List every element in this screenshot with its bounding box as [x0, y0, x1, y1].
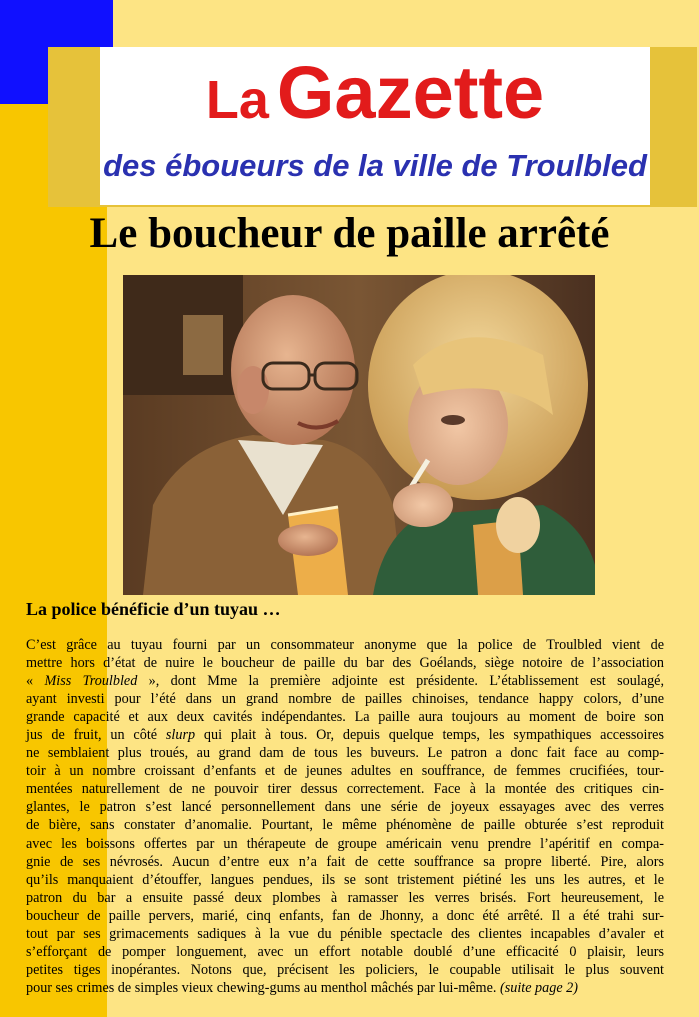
- article-body-line: s’efforçant de pomper longuement, avec un effort notable doublé d’une efficacité 0 plaisir, leurs: [26, 943, 664, 960]
- article-body: [26, 636, 664, 997]
- article-body-line: toir à un nombre croissant d’enfants et de jeunes adultes en souffrance, de femmes crucifiées, tour-: [26, 763, 664, 780]
- article-body-line: [26, 979, 664, 997]
- masthead-title-gazette: Gazette: [276, 51, 545, 134]
- article-lead: La police bénéficie d’un tuyau …: [26, 599, 281, 619]
- masthead-title-la: La: [205, 70, 269, 130]
- article-headline: Le boucheur de paille arrêté: [89, 210, 610, 257]
- article-body-text: », dont Mme la première adjointe est présidente. L’établissement est soulagé,: [137, 673, 665, 690]
- article-body-line: patron du bar a ensuite passé deux plombes à ramasser les verres brisés. Fort heureusement, le: [26, 889, 664, 906]
- article-body-emphasis: Miss Troulbled: [44, 673, 138, 690]
- article-body-line: mettre hors d’état de nuire le boucheur de paille du bar des Goélands, siège notoire de l’association: [26, 655, 664, 672]
- photo-couple-drinking-straws-icon: [123, 275, 595, 595]
- article-body-line: avec les boissons offertes par un thérapeute de groupe américain venu prendre l’apéritif en compa-: [26, 835, 664, 852]
- article-body-line: tout par ses grimacements sadiques à la vue du pénible spectacle des clientes incapables d’avaler et: [26, 925, 664, 942]
- article-body-text: pour ses crimes de simples vieux chewing-gums au menthol mâchés par lui-même.: [26, 979, 500, 996]
- masthead-title: [100, 51, 650, 134]
- article-body-line: boucheur de paille pervers, marié, cinq enfants, fan de Jhonny, a donc été arrêté. Il a été trahi sur-: [26, 907, 664, 924]
- article-photo: [123, 275, 595, 595]
- article-body-text: qui plait à tous. Or, depuis quelque temps, les sympathiques accessoires: [195, 727, 664, 744]
- article-body-line: ayant investi pour l’été dans un grand nombre de pailles chinoises, tendance happy colors, d’une: [26, 691, 664, 708]
- article-body-line: qu’ils manquaient d’étouffer, langues pendues, ils se sont tristement piétiné les uns les autres, et le: [26, 871, 664, 888]
- article-body-line: mentées naturellement de ne pouvoir tirer dessus correctement. Face à la montée des critiques cin-: [26, 781, 664, 798]
- article-body-emphasis: (suite page 2): [499, 979, 578, 996]
- article-body-line: gnie de ses névrosés. Aucun d’entre eux n’a fait de cette souffrance sa propre liberté. Pire, alors: [26, 853, 664, 870]
- article-body-text: «: [26, 673, 45, 690]
- article-body-line: glantes, le patron s’est lancé personnellement dans une série de joyeux essayages avec des verres: [26, 799, 664, 816]
- article-body-line: petites tiges inopérantes. Notons que, précisent les policiers, le coupable utilisait le plus souvent: [26, 961, 664, 978]
- article-body-line: [26, 672, 664, 690]
- article-body-line: [26, 726, 664, 744]
- article-body-line: ne semblaient plus troués, au grand dam de tous les buveurs. Le patron a donc fait face au comp-: [26, 745, 664, 762]
- article-body-text: jus de fruit, un côté: [26, 727, 166, 744]
- article-body-emphasis: slurp: [165, 727, 196, 744]
- article-body-line: de bière, sans constater d’anomalie. Pourtant, le même phénomène de paille obturée s’est reproduit: [26, 817, 664, 834]
- article-body-line: grande capacité et aux deux cavités indépendantes. La paille aura toujours au moment de boire son: [26, 709, 664, 726]
- masthead-subtitle: des éboueurs de la ville de Troulbled: [103, 148, 647, 183]
- article-body-line: C’est grâce au tuyau fourni par un consommateur anonyme que la police de Troulbled vient de: [26, 637, 664, 653]
